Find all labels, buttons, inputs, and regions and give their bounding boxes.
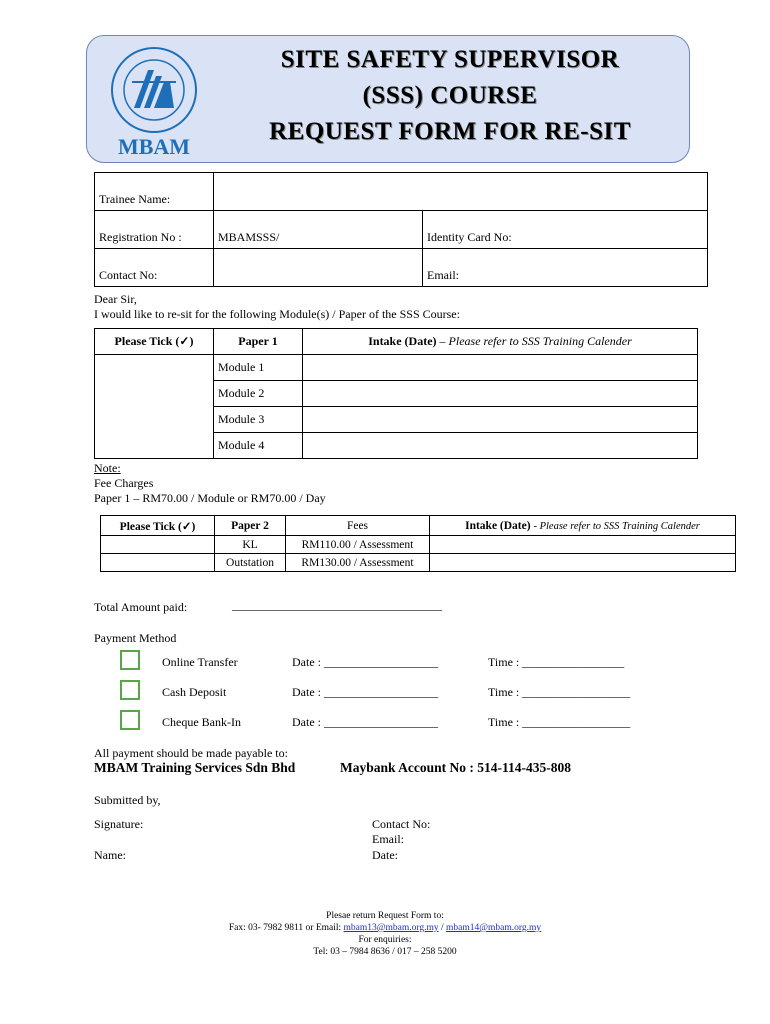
outstation-intake-field[interactable] xyxy=(430,554,736,572)
online-transfer-time-field[interactable]: Time : _________________ xyxy=(488,655,625,669)
identity-card-field[interactable]: Identity Card No: xyxy=(423,211,708,249)
footer-separator: / xyxy=(438,923,447,933)
registration-field[interactable]: MBAMSSS/ xyxy=(214,211,423,249)
mbam-logo xyxy=(98,42,210,160)
salutation: Dear Sir, xyxy=(94,292,137,306)
intro-text xyxy=(94,292,460,322)
kl-tick-cell[interactable] xyxy=(101,536,215,554)
method-cash-deposit: Cash Deposit xyxy=(162,685,227,699)
footer-return-line: Plesae return Request Form to: xyxy=(326,911,444,921)
kl-intake-field[interactable] xyxy=(430,536,736,554)
table-row xyxy=(101,536,736,554)
paper1-table xyxy=(94,328,698,459)
kl-fee: RM110.00 / Assessment xyxy=(286,536,430,554)
note-label: Note: xyxy=(94,461,121,475)
table-row xyxy=(101,554,736,572)
module-3-intake-field[interactable] xyxy=(303,407,698,433)
title-line-1: SITE SAFETY SUPERVISOR xyxy=(280,46,620,73)
title-line-3: REQUEST FORM FOR RE-SIT xyxy=(269,118,631,145)
paper2-paper-header: Paper 2 xyxy=(215,516,286,536)
cash-deposit-checkbox[interactable] xyxy=(120,680,140,700)
payable-label: All payment should be made payable to: xyxy=(94,746,288,760)
cheque-bank-in-date-field[interactable]: Date : ___________________ xyxy=(292,715,438,729)
form-title xyxy=(210,42,690,150)
paper2-fees-header: Fees xyxy=(286,516,430,536)
module-4-label: Module 4 xyxy=(214,433,303,459)
cheque-bank-in-checkbox[interactable] xyxy=(120,710,140,730)
email-link-1[interactable]: mbam13@mbam.org.my xyxy=(343,923,439,933)
trainee-name-field[interactable] xyxy=(214,173,708,211)
paper1-tick-header: Please Tick (✓) xyxy=(95,329,214,355)
online-transfer-checkbox[interactable] xyxy=(120,650,140,670)
title-line-2: (SSS) COURSE xyxy=(362,82,538,109)
outstation-tick-cell[interactable] xyxy=(101,554,215,572)
kl-location: KL xyxy=(215,536,286,554)
total-amount-field[interactable]: ___________________________________ xyxy=(232,598,442,612)
submitted-by-label: Submitted by, xyxy=(94,793,161,807)
footer-fax: Fax: 03- 7982 9811 or Email: xyxy=(228,923,344,933)
table-row xyxy=(95,355,698,381)
trainee-name-label: Trainee Name: xyxy=(95,173,214,211)
paper1-paper-header: Paper 1 xyxy=(214,329,303,355)
module-4-intake-field[interactable] xyxy=(303,433,698,459)
intake-label: Intake (Date) xyxy=(368,334,437,348)
paper2-table xyxy=(100,515,736,572)
signature-field[interactable]: Signature: xyxy=(94,817,144,831)
note-line-2: Paper 1 – RM70.00 / Module or RM70.00 / Day xyxy=(94,491,326,505)
paper2-tick-header: Please Tick (✓) xyxy=(101,516,215,536)
outstation-fee: RM130.00 / Assessment xyxy=(286,554,430,572)
email-field[interactable]: Email: xyxy=(423,249,708,287)
submit-date-field[interactable]: Date: xyxy=(372,848,398,862)
intro-sentence: I would like to re-sit for the following Module(s) / Paper of the SSS Course: xyxy=(94,307,460,321)
registration-label: Registration No : xyxy=(95,211,214,249)
module-2-intake-field[interactable] xyxy=(303,381,698,407)
online-transfer-date-field[interactable]: Date : ___________________ xyxy=(292,655,438,669)
footer-tel: Tel: 03 – 7984 8636 / 017 – 258 5200 xyxy=(313,947,457,957)
intake-note: – Please refer to SSS Training Calender xyxy=(439,334,632,348)
submit-email-field[interactable]: Email: xyxy=(372,832,404,846)
note-line-1: Fee Charges xyxy=(94,476,154,490)
name-field[interactable]: Name: xyxy=(94,848,126,862)
module-3-label: Module 3 xyxy=(214,407,303,433)
method-online-transfer: Online Transfer xyxy=(162,655,238,669)
contact-field[interactable] xyxy=(214,249,423,287)
bank-account: Maybank Account No : 514-114-435-808 xyxy=(340,760,572,775)
module-1-intake-field[interactable] xyxy=(303,355,698,381)
paper1-intake-header xyxy=(303,329,698,355)
intake-label: Intake (Date) xyxy=(465,519,531,532)
cheque-bank-in-time-field[interactable]: Time : __________________ xyxy=(488,715,631,729)
outstation-location: Outstation xyxy=(215,554,286,572)
email-link-2[interactable]: mbam14@mbam.org.my xyxy=(446,923,542,933)
cash-deposit-time-field[interactable]: Time : __________________ xyxy=(488,685,631,699)
footer-contact-line xyxy=(0,922,770,934)
contact-label: Contact No: xyxy=(95,249,214,287)
paper1-tick-cell[interactable] xyxy=(95,355,214,459)
method-cheque-bank-in: Cheque Bank-In xyxy=(162,715,241,729)
payment-method-label: Payment Method xyxy=(94,631,177,645)
logo-text: MBAM xyxy=(117,134,191,159)
trainee-details-table xyxy=(94,172,708,287)
fee-note xyxy=(94,461,326,506)
cash-deposit-date-field[interactable]: Date : ___________________ xyxy=(292,685,438,699)
paper2-intake-header xyxy=(430,516,736,536)
footer-enquiries: For enquiries: xyxy=(358,935,412,945)
total-amount-label: Total Amount paid: xyxy=(94,600,188,614)
intake-note: - Please refer to SSS Training Calender xyxy=(533,520,700,532)
module-2-label: Module 2 xyxy=(214,381,303,407)
payee-name: MBAM Training Services Sdn Bhd xyxy=(94,760,296,775)
module-1-label: Module 1 xyxy=(214,355,303,381)
footer xyxy=(0,910,770,958)
submit-contact-field[interactable]: Contact No: xyxy=(372,817,431,831)
